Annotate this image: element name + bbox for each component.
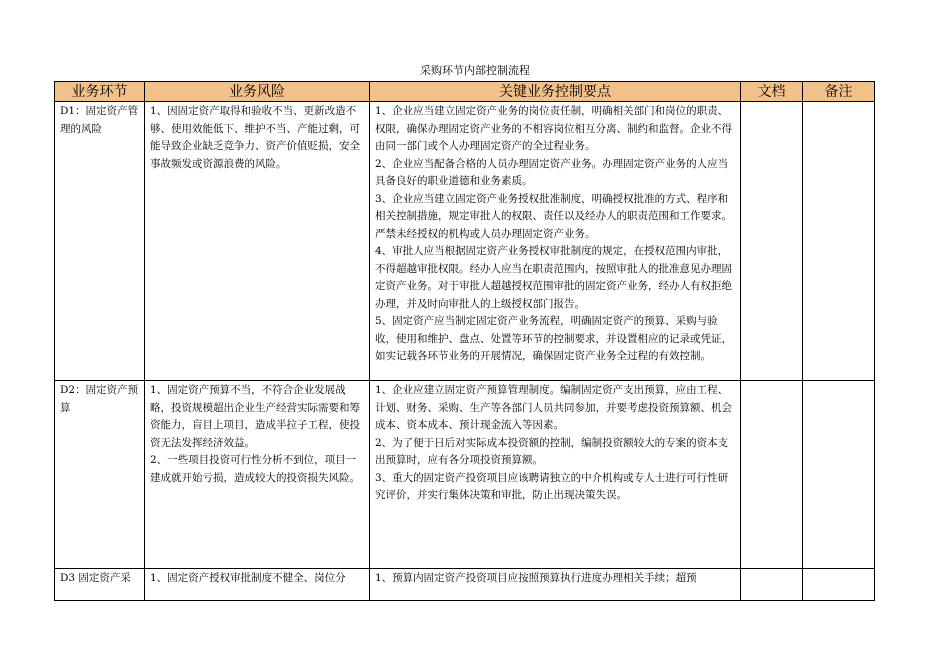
table-row [55, 381, 875, 569]
note-cell [803, 381, 875, 569]
header-risk: 业务风险 [145, 82, 370, 102]
control-item: 2、企业应当配备合格的人员办理固定资产业务。办理固定资产业务的人应当具备良好的职业道德和业务素质。 [375, 157, 729, 187]
stage-text: D3 固定资产采 [60, 572, 131, 584]
control-cell [370, 102, 741, 381]
stage-cell [55, 381, 145, 569]
control-item: 2、为了便于日后对实际成本投资额的控制，编制投资额较大的专案的资本支出预算时，应有各分项投资预算额。 [375, 436, 729, 466]
header-control: 关键业务控制要点 [370, 82, 741, 102]
control-item: 3、企业应当建立固定资产业务授权批准制度，明确授权批准的方式、程序和相关控制措施，规定审批人的权限、责任以及经办人的职责范围和工作要求。严禁未经授权的机构或人员办理固定资产业务。 [375, 192, 732, 240]
control-item: 1、预算内固定资产投资项目应按照预算执行进度办理相关手续；超预 [375, 572, 697, 584]
stage-text: D2：固定资产预算 [60, 384, 139, 414]
risk-item: 2、一些项目投资可行性分析不到位，项目一建成就开始亏损，造成较大的投资损失风险。 [150, 454, 360, 484]
risk-item: 1、固定资产授权审批制度不健全、岗位分 [150, 572, 346, 584]
control-item: 3、重大的固定资产投资项目应该聘请独立的中介机构或专人士进行可行性研究评价，并实行集体决策和审批，防止出现决策失误。 [375, 471, 729, 501]
control-item: 1、企业应建立固定资产预算管理制度。编制固定资产支出预算，应由工程、计划、财务、采购、生产等各部门人员共同参加，并要考虑投资预算额、机会成本、资本成本、预计现金流入等因素。 [375, 384, 732, 431]
control-cell [370, 569, 741, 601]
doc-cell [741, 569, 803, 601]
note-cell [803, 102, 875, 381]
doc-cell [741, 102, 803, 381]
control-cell [370, 381, 741, 569]
header-stage: 业务环节 [55, 82, 145, 102]
header-note: 备注 [803, 82, 875, 102]
risk-item: 1、因固定资产取得和验收不当、更新改造不够、使用效能低下、维护不当、产能过剩，可能导致企业缺乏竞争力、资产价值贬损，安全事故频发或资源浪费的风险。 [150, 105, 360, 170]
header-doc: 文档 [741, 82, 803, 102]
risk-cell [145, 569, 370, 601]
control-table [54, 81, 875, 601]
risk-item: 1、固定资产预算不当，不符合企业发展战略，投资规模超出企业生产经营实际需要和筹资能力，盲目上项目，造成半拉子工程，使投资无法发挥经济效益。 [150, 384, 360, 449]
document-title: 采购环节内部控制流程 [420, 64, 530, 77]
risk-cell [145, 102, 370, 381]
table-row [55, 569, 875, 601]
doc-cell [741, 381, 803, 569]
control-item: 4、审批人应当根据固定资产业务授权审批制度的规定，在授权范围内审批，不得超越审批权限。经办人应当在职责范围内，按照审批人的批准意见办理固定资产业务。对于审批人超越授权范围审批的固定资产业务，经办人有权拒绝办理，并及时向审批人的上级授权部门报告。 [375, 245, 732, 310]
stage-cell [55, 569, 145, 601]
stage-text: D1：固定资产管理的风险 [60, 105, 139, 135]
stage-cell [55, 102, 145, 381]
risk-cell [145, 381, 370, 569]
note-cell [803, 569, 875, 601]
control-item: 1、企业应当建立固定资产业务的岗位责任制，明确相关部门和岗位的职责、权限，确保办理固定资产业务的不相容岗位相互分离、制约和监督。企业不得由同一部门或个人办理固定资产的全过程业务。 [375, 105, 732, 152]
control-item: 5、固定资产应当制定固定资产业务流程，明确固定资产的预算、采购与验收，使用和维护、盘点、处置等环节的控制要求，并设置相应的记录或凭证，如实记载各环节业务的开展情况，确保固定资产业务全过程的有效控制。 [375, 315, 732, 362]
table-header-row [55, 82, 875, 102]
table-row [55, 102, 875, 381]
